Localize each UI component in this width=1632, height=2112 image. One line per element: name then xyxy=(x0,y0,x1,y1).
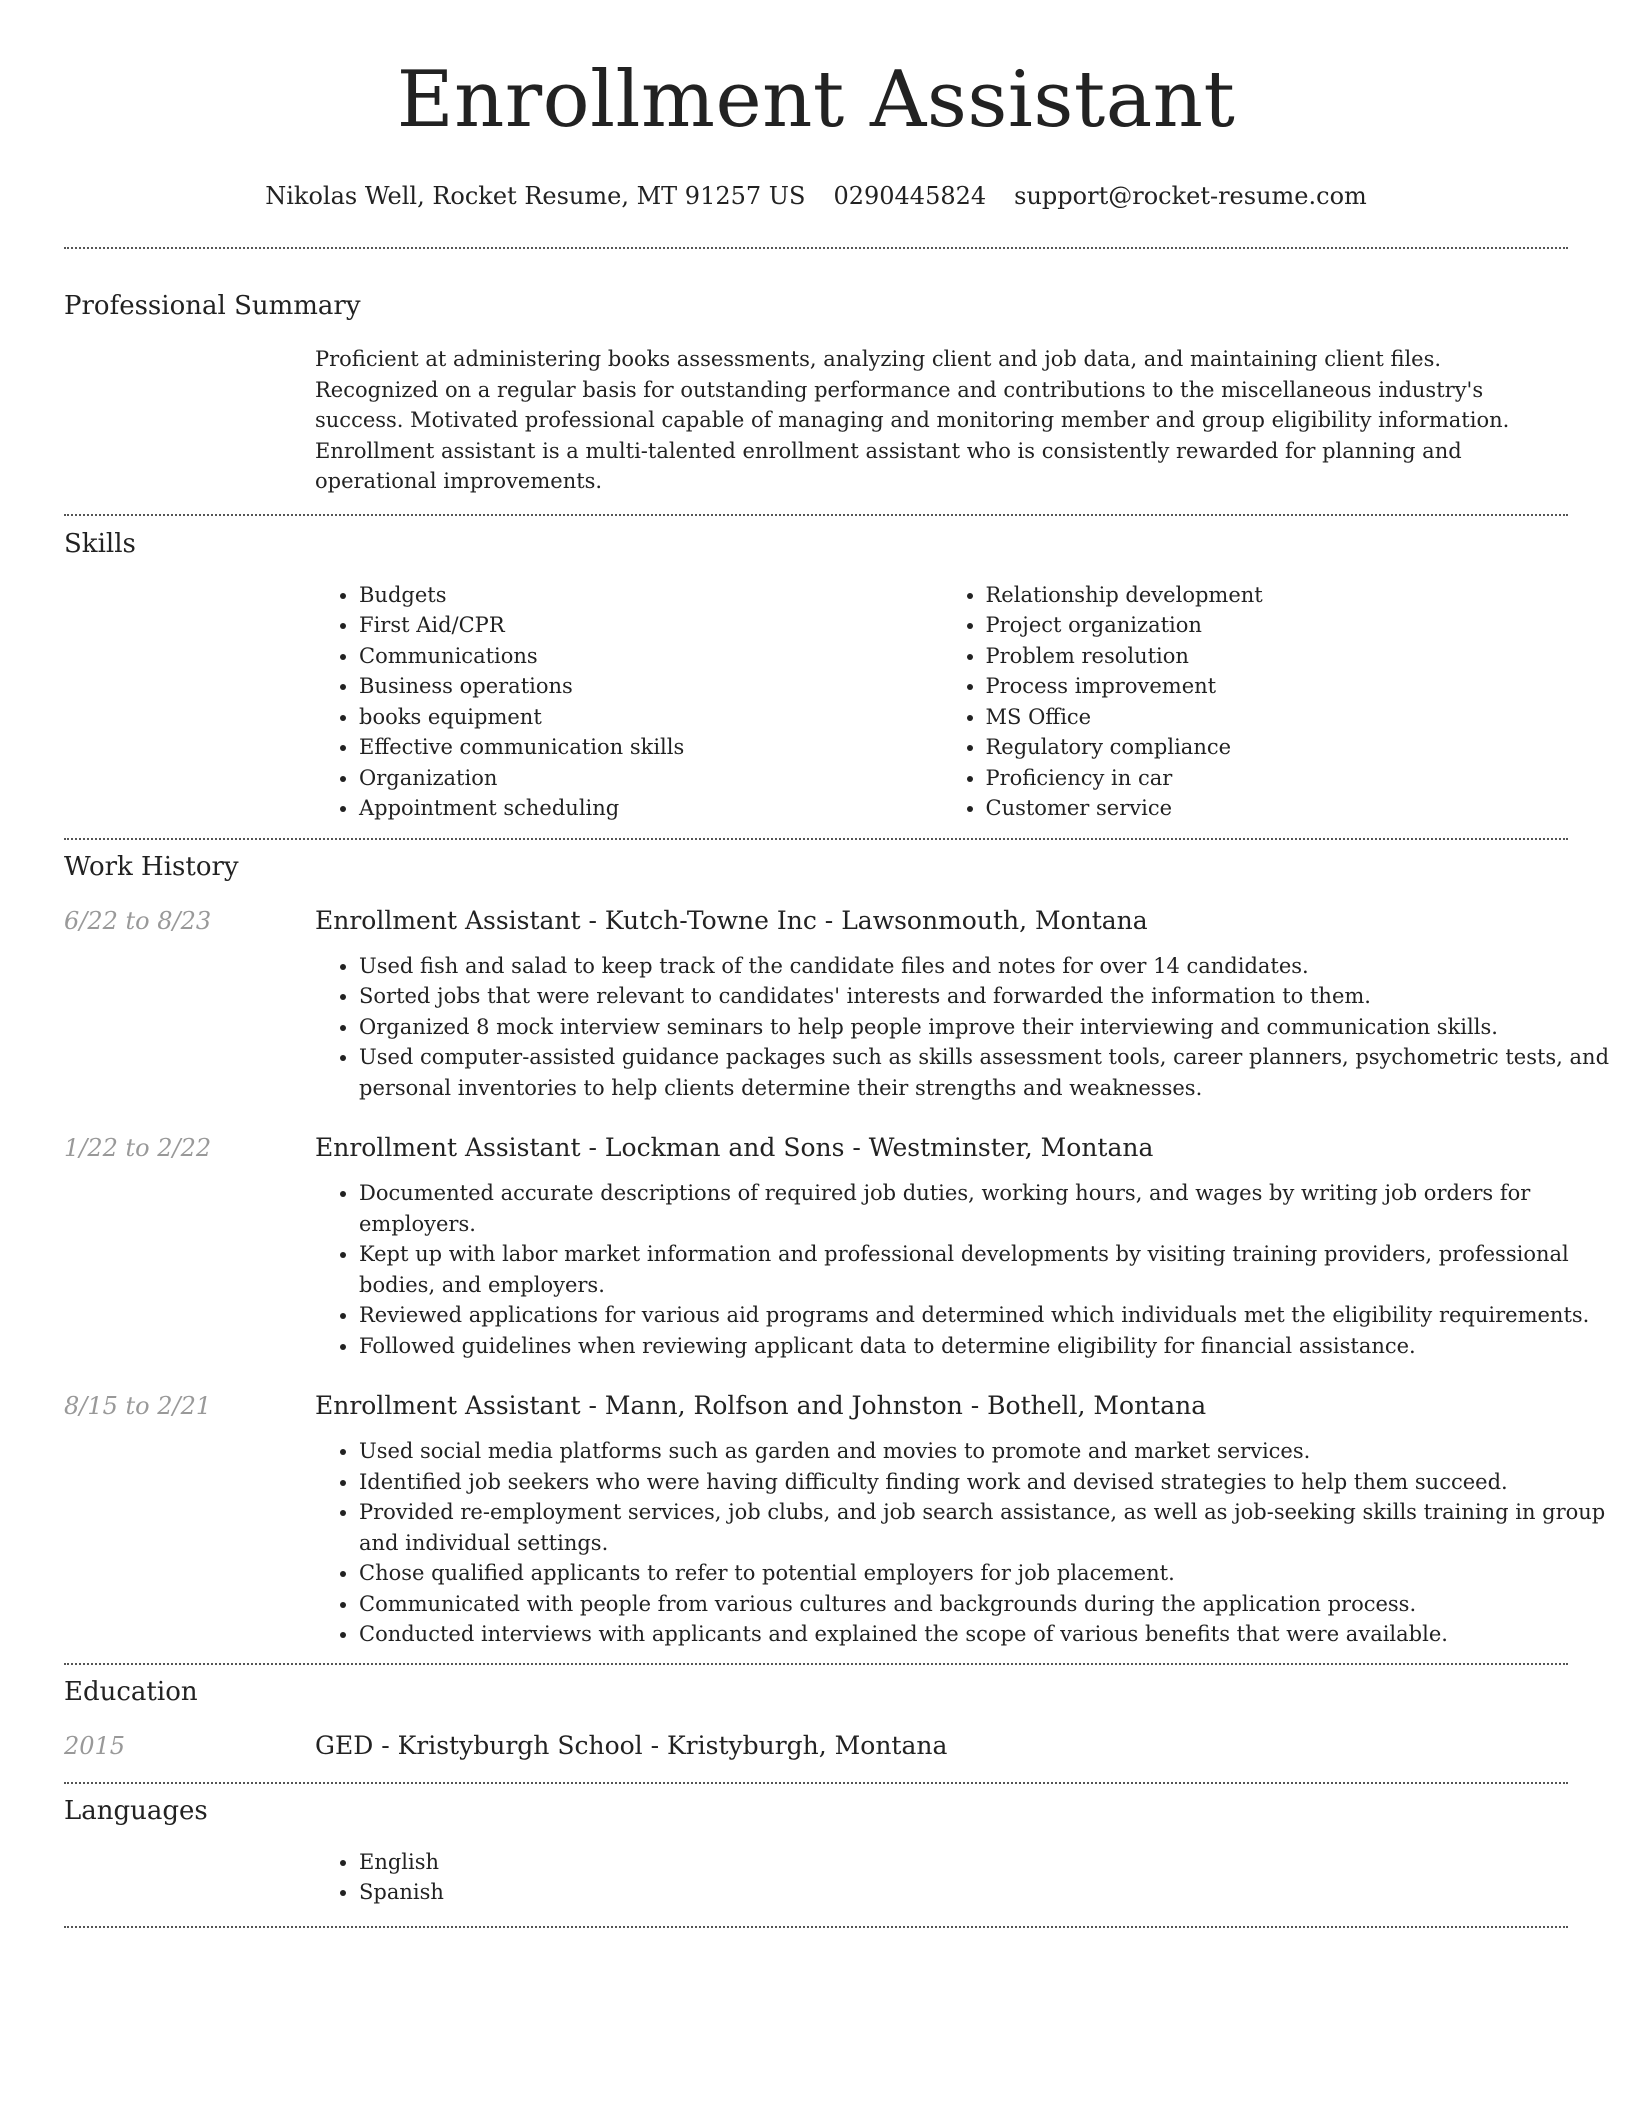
skill-item: • Process improvement xyxy=(986,671,1569,702)
skill-item: • Regulatory compliance xyxy=(986,732,1569,763)
job-bullet: • Chose qualified applicants to refer to potential employers for job placement. xyxy=(359,1558,1612,1589)
section-divider xyxy=(64,1926,1568,1928)
job-bullets xyxy=(315,1436,1612,1650)
contact-phone: 0290445824 xyxy=(833,182,987,210)
job-bullet: • Used social media platforms such as garden and movies to promote and market services. xyxy=(359,1436,1612,1467)
job-bullet: • Communicated with people from various cultures and backgrounds during the application process. xyxy=(359,1589,1612,1620)
job-bullet: • Used computer-assisted guidance packages such as skills assessment tools, career planners, psychometric tests, and personal inventories to help clients determine their strengths and weaknesses. xyxy=(359,1042,1612,1103)
education-detail: GED - Kristyburgh School - Kristyburgh, Montana xyxy=(315,1730,948,1760)
language-item: • English xyxy=(359,1847,1612,1878)
contact-address: Nikolas Well, Rocket Resume, MT 91257 US xyxy=(265,182,806,210)
skill-item: • Budgets xyxy=(359,580,942,611)
skill-item: • Proficiency in car xyxy=(986,763,1569,794)
job-bullet: • Identified job seekers who were having difficulty finding work and devised strategies to help them succeed. xyxy=(359,1467,1612,1498)
job-dates: 8/15 to 2/21 xyxy=(64,1392,212,1420)
job-bullets xyxy=(315,951,1612,1104)
language-item: • Spanish xyxy=(359,1877,1612,1908)
skills-heading: Skills xyxy=(64,528,136,559)
job-title: Enrollment Assistant - Mann, Rolfson and Johnston - Bothell, Montana xyxy=(315,1391,1207,1420)
skill-item: • Customer service xyxy=(986,793,1569,824)
skill-item: • Project organization xyxy=(986,610,1569,641)
education-year: 2015 xyxy=(64,1731,126,1760)
skill-item: • books equipment xyxy=(359,702,942,733)
job-entry xyxy=(64,1390,1606,1650)
contact-line xyxy=(64,180,1568,212)
job-bullet: • Provided re-employment services, job clubs, and job search assistance, as well as job-seeking skills training in group and individual settings. xyxy=(359,1497,1612,1558)
skill-item: • Organization xyxy=(359,763,942,794)
section-divider xyxy=(64,838,1568,840)
skill-item: • First Aid/CPR xyxy=(359,610,942,641)
job-bullet: • Kept up with labor market information and professional developments by visiting training providers, professional bodies, and employers. xyxy=(359,1239,1612,1300)
skill-item: • Communications xyxy=(359,641,942,672)
resume-page xyxy=(64,0,1610,1928)
job-entry xyxy=(64,905,1610,1104)
job-bullets xyxy=(315,1178,1612,1361)
skill-item: • Effective communication skills xyxy=(359,732,942,763)
section-divider xyxy=(64,247,1568,249)
skill-item: • Problem resolution xyxy=(986,641,1569,672)
skills-list-left xyxy=(315,580,942,824)
summary-section xyxy=(315,344,1568,497)
job-bullet: • Organized 8 mock interview seminars to help people improve their interviewing and communication skills. xyxy=(359,1012,1612,1043)
skill-item: • Appointment scheduling xyxy=(359,793,942,824)
section-divider xyxy=(64,514,1568,516)
languages-list xyxy=(315,1847,1612,1908)
job-bullet: • Documented accurate descriptions of required job duties, working hours, and wages by writing job orders for employers. xyxy=(359,1178,1612,1239)
work-history-heading: Work History xyxy=(64,851,239,882)
education-heading: Education xyxy=(64,1676,198,1707)
job-title: Enrollment Assistant - Kutch-Towne Inc - Lawsonmouth, Montana xyxy=(315,905,1148,935)
summary-text: Proficient at administering books assessments, analyzing client and job data, and maintaining client files. Recognized on a regular basis for outstanding performance and contributions to the miscellaneous industry's success. Motivated professional capable of managing and monitoring member and group eligibility information. Enrollment assistant is a multi-talented enrollment assistant who is consistently rewarded for planning and operational improvements. xyxy=(315,347,1510,493)
job-bullet: • Used fish and salad to keep track of the candidate files and notes for over 14 candidates. xyxy=(359,951,1612,982)
job-entry xyxy=(64,1132,1590,1361)
skills-list-right xyxy=(942,580,1569,824)
skill-item: • Business operations xyxy=(359,671,942,702)
job-bullet: • Followed guidelines when reviewing applicant data to determine eligibility for financial assistance. xyxy=(359,1331,1612,1362)
contact-email: support@rocket-resume.com xyxy=(1014,182,1367,210)
job-dates: 1/22 to 2/22 xyxy=(64,1134,212,1162)
skill-item: • MS Office xyxy=(986,702,1569,733)
education-entry xyxy=(64,1730,1568,1762)
job-bullet: • Conducted interviews with applicants and explained the scope of various benefits that were available. xyxy=(359,1619,1612,1650)
job-dates: 6/22 to 8/23 xyxy=(64,906,212,935)
skill-item: • Relationship development xyxy=(986,580,1569,611)
job-title: Enrollment Assistant - Lockman and Sons - Westminster, Montana xyxy=(315,1133,1154,1162)
languages-heading: Languages xyxy=(64,1795,208,1826)
resume-title: Enrollment Assistant xyxy=(396,55,1236,145)
section-divider xyxy=(64,1782,1568,1784)
job-bullet: • Sorted jobs that were relevant to candidates' interests and forwarded the information to them. xyxy=(359,981,1612,1012)
skills-section xyxy=(315,580,1568,824)
job-bullet: • Reviewed applications for various aid programs and determined which individuals met the eligibility requirements. xyxy=(359,1300,1612,1331)
section-divider xyxy=(64,1663,1568,1665)
summary-heading: Professional Summary xyxy=(64,291,361,321)
